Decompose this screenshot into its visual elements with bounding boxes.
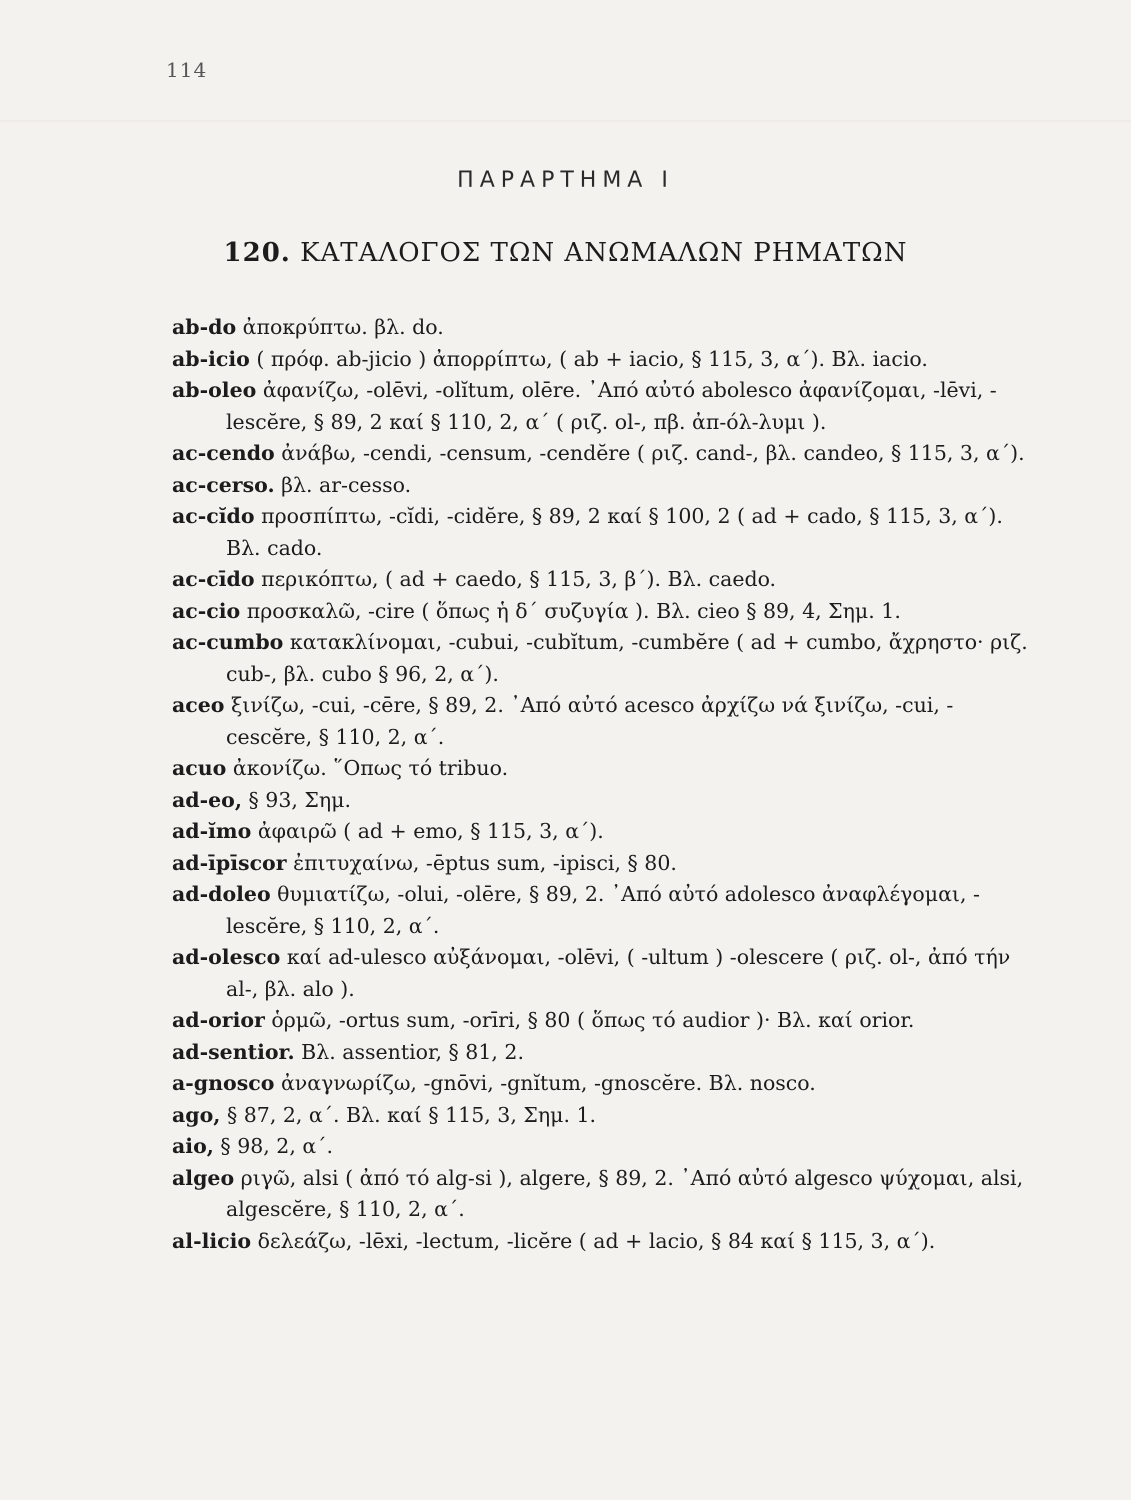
entry-headword: ac-cerso. <box>172 472 275 497</box>
section-title <box>0 238 1131 268</box>
list-item <box>172 848 1034 880</box>
entry-text: ἐπιτυχαίνω, -ēptus sum, -ipisci, § 80. <box>293 850 677 875</box>
entry-headword: ad-īpīscor <box>172 850 287 875</box>
list-item <box>172 1163 1034 1226</box>
entry-headword: ago, <box>172 1102 221 1127</box>
entry-text: ( πρόφ. ab-jicio ) ἀπορρίπτω, ( ab + iacio, § 115, 3, α΄). Βλ. iacio. <box>256 346 928 371</box>
entry-headword: ac-cendo <box>172 441 275 465</box>
entry-text: ριγῶ, alsi ( ἀπό τό alg-si ), algere, § 89, 2. ᾿Από αὐτό algesco ψύχομαι, alsi, algescĕre, § 110, 2, α΄. <box>226 1165 1024 1221</box>
entry-headword: al-licio <box>172 1228 252 1253</box>
entry-text: κατακλίνομαι, -cubui, -cubĭtum, -cumbĕre ( ad + cumbo, ἄχρηστο· ριζ. cub-, βλ. cubo § 96, 2, α΄). <box>226 630 1028 686</box>
list-item <box>172 596 1034 628</box>
entry-headword: algeo <box>172 1165 235 1190</box>
list-item <box>172 816 1034 848</box>
list-item <box>172 627 1034 690</box>
entry-headword: ad-olesco <box>172 945 281 969</box>
entry-headword: ac-cīdo <box>172 567 255 591</box>
entry-text: ἀνάβω, -cendi, -censum, -cendĕre ( ριζ. cand-, βλ. candeo, § 115, 3, α΄). <box>281 441 1025 465</box>
entry-text: ἀφαιρῶ ( ad + emo, § 115, 3, α΄). <box>257 819 604 843</box>
entry-text: § 87, 2, α΄. Βλ. καί § 115, 3, Σημ. 1. <box>226 1102 597 1127</box>
entry-headword: ab-oleo <box>172 378 257 402</box>
entry-text: θυμιατίζω, -olui, -olēre, § 89, 2. ᾿Από αὐτό adolesco ἀναφλέγομαι, -lescĕre, § 110, 2, α΄. <box>226 882 980 938</box>
list-item <box>172 1226 1034 1258</box>
list-item <box>172 690 1034 753</box>
entry-text: § 98, 2, α΄. <box>220 1134 333 1158</box>
list-item <box>172 312 1034 344</box>
entry-headword: ad-ĭmo <box>172 819 252 843</box>
list-item <box>172 564 1034 596</box>
entry-text: ξινίζω, -cui, -cēre, § 89, 2. ᾿Από αὐτό acesco ἀρχίζω νά ξινίζω, -cui, -cescĕre, § 110, 2, α΄. <box>226 693 954 749</box>
entry-text: ἀναγνωρίζω, -gnōvi, -gnĭtum, -gnoscĕre. Βλ. nosco. <box>280 1071 816 1095</box>
entry-headword: ad-eo, <box>172 787 242 812</box>
entry-headword: ab-icio <box>172 346 250 371</box>
entry-headword: ad-orior <box>172 1008 265 1032</box>
entry-text: δελεάζω, -lēxi, -lectum, -licĕre ( ad + lacio, § 84 καί § 115, 3, α΄). <box>257 1228 936 1253</box>
entry-headword: ac-cumbo <box>172 630 284 654</box>
list-item <box>172 1037 1034 1069</box>
entry-headword: acuo <box>172 756 227 780</box>
list-item <box>172 501 1034 564</box>
verb-list <box>172 312 1034 1257</box>
entry-headword: ad-sentior. <box>172 1039 295 1064</box>
entry-headword: ab-do <box>172 315 237 339</box>
appendix-title: ΠΑΡΑΡΤΗΜΑ Ι <box>457 168 674 193</box>
list-item <box>172 879 1034 942</box>
page-number: 114 <box>166 58 208 82</box>
list-item <box>172 753 1034 785</box>
entry-headword: ac-cio <box>172 598 241 623</box>
entry-headword: aio, <box>172 1134 214 1158</box>
entry-headword: aceo <box>172 693 225 717</box>
entry-text: περικόπτω, ( ad + caedo, § 115, 3, β΄). Βλ. caedo. <box>261 567 777 591</box>
list-item <box>172 942 1034 1005</box>
entry-headword: ac-cĭdo <box>172 504 255 528</box>
entry-text: ὁρμῶ, -ortus sum, -orīri, § 80 ( ὅπως τό audior )· Βλ. καί orior. <box>271 1008 915 1032</box>
list-item <box>172 1100 1034 1132</box>
section-number: 120. <box>223 238 291 268</box>
list-item <box>172 375 1034 438</box>
bleed-through-line <box>0 120 1131 122</box>
entry-text: προσκαλῶ, -cire ( ὅπως ἡ δ΄ συζυγία ). Βλ. cieo § 89, 4, Σημ. 1. <box>246 598 901 623</box>
list-item <box>172 344 1034 376</box>
entry-text: βλ. ar-cesso. <box>281 472 412 497</box>
entry-headword: ad-doleo <box>172 882 271 906</box>
entry-text: προσπίπτω, -cĭdi, -cidĕre, § 89, 2 καί § 100, 2 ( ad + cado, § 115, 3, α΄). Βλ. cado. <box>226 504 1003 560</box>
entry-text: καί ad-ulesco αὐξάνομαι, -olēvi, ( -ultum ) -olescere ( ριζ. ol-, ἀπό τήν al-, βλ. alo ). <box>226 945 1011 1001</box>
list-item <box>172 1005 1034 1037</box>
list-item <box>172 438 1034 470</box>
entry-text: Βλ. assentior, § 81, 2. <box>301 1039 524 1064</box>
list-item <box>172 785 1034 817</box>
entry-text: § 93, Σημ. <box>248 787 352 812</box>
list-item <box>172 1068 1034 1100</box>
list-item <box>172 470 1034 502</box>
section-heading: ΚΑΤΑΛΟΓΟΣ ΤΩΝ ΑΝΩΜΑΛΩΝ ΡΗΜΑΤΩΝ <box>300 238 908 268</box>
entry-text: ἀφανίζω, -olēvi, -olĭtum, olēre. ᾿Από αὐτό abolesco ἀφανίζομαι, -lēvi, -lescĕre, § 89, 2 καί § 110, 2, α΄ ( ριζ. ol-, πβ. ἀπ-όλ-λυμι ). <box>226 378 997 434</box>
list-item <box>172 1131 1034 1163</box>
entry-headword: a-gnosco <box>172 1071 275 1095</box>
entry-text: ἀκονίζω. ῞Οπως τό tribuo. <box>232 756 509 780</box>
entry-text: ἀποκρύπτω. βλ. do. <box>242 315 444 339</box>
